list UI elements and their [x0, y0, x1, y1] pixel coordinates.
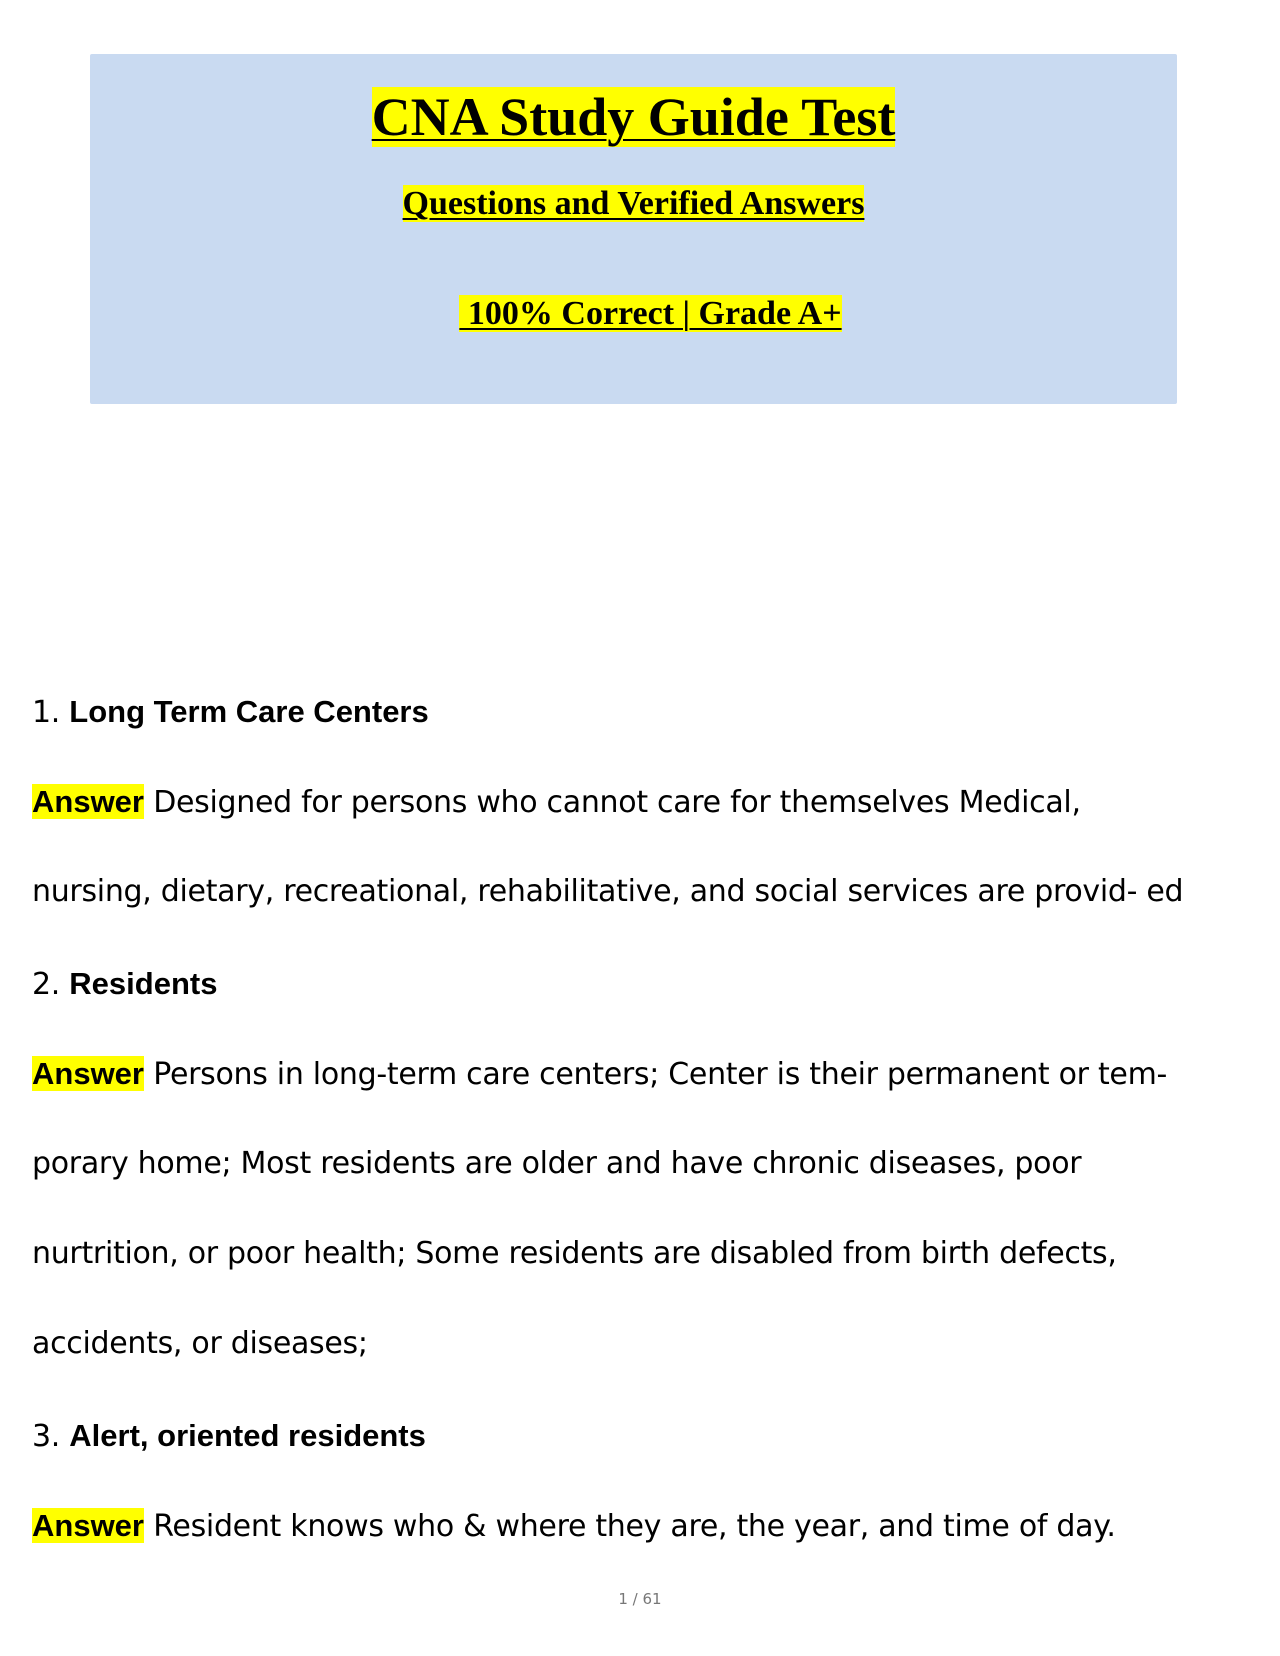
answer-label: Answer — [32, 784, 144, 819]
question-2 — [32, 964, 217, 1005]
answer-text: nursing, dietary, recreational, rehabilitative, and social services are provid- ed — [32, 874, 1184, 909]
answer-2-line-4 — [32, 1324, 368, 1364]
question-number: 2. — [32, 967, 61, 1002]
question-text: Residents — [69, 966, 218, 1001]
answer-1-line-1 — [32, 782, 1081, 823]
answer-3-line-1 — [32, 1506, 1116, 1547]
answer-2-line-1 — [32, 1054, 1167, 1095]
question-text: Alert, oriented residents — [69, 1418, 426, 1453]
document-title — [90, 82, 1177, 152]
answer-label: Answer — [32, 1508, 144, 1543]
question-1 — [32, 692, 429, 733]
document-grade-text: 100% Correct | Grade A+ — [459, 295, 842, 332]
question-text: Long Term Care Centers — [69, 694, 429, 729]
answer-text: porary home; Most residents are older and have chronic diseases, poor — [32, 1146, 1082, 1181]
answer-2-line-2 — [32, 1144, 1081, 1184]
answer-text: Resident knows who & where they are, the year, and time of day. — [143, 1509, 1116, 1544]
answer-text: nurtrition, or poor health; Some residents are disabled from birth defects, — [32, 1236, 1117, 1271]
question-3 — [32, 1416, 426, 1457]
answer-text: accidents, or diseases; — [32, 1326, 368, 1361]
page-indicator: 1 / 61 — [618, 1590, 662, 1608]
answer-1-line-2 — [32, 872, 1183, 912]
document-grade-line — [90, 248, 1177, 380]
question-number: 3. — [32, 1419, 61, 1454]
answer-2-line-3 — [32, 1234, 1117, 1274]
answer-text: Persons in long-term care centers; Center is their permanent or tem- — [143, 1057, 1168, 1092]
document-subtitle — [90, 182, 1177, 226]
document-subtitle-text: Questions and Verified Answers — [402, 185, 865, 222]
document-title-text: CNA Study Guide Test — [371, 87, 896, 147]
title-banner — [90, 54, 1177, 404]
question-number: 1. — [32, 695, 61, 730]
answer-label: Answer — [32, 1056, 144, 1091]
answer-text: Designed for persons who cannot care for themselves Medical, — [143, 785, 1081, 820]
